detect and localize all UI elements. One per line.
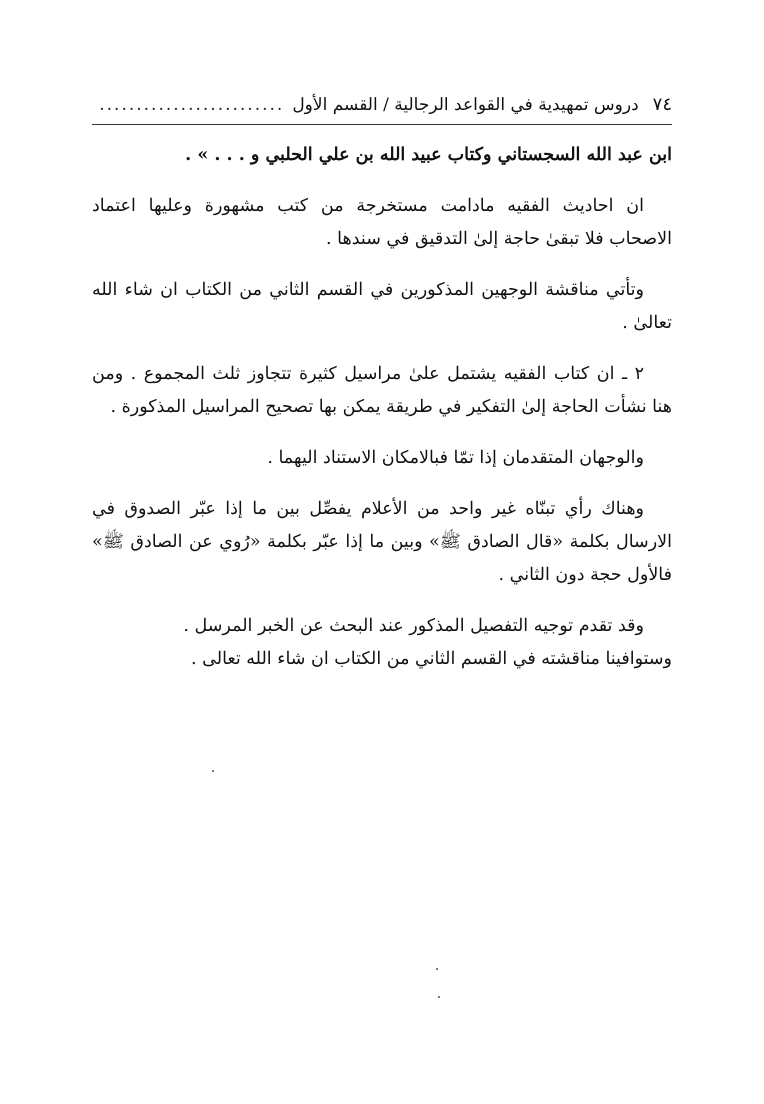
paragraph-2: ان احاديث الفقيه مادامت مستخرجة من كتب مشهورة وعليها اعتماد الاصحاب فلا تبقىٰ حاجة إلىٰ التدقيق في سندها . (92, 196, 672, 249)
paragraph-8: وستوافينا مناقشته في القسم الثاني من الكتاب ان شاء الله تعالى . (191, 649, 672, 669)
paragraph-6: وهناك رأي تبنّاه غير واحد من الأعلام يفصِّل بين ما إذا عبّر الصدوق في الارسال بكلمة «قال الصادق ﷺ» وبين ما إذا عبّر بكلمة «رُوي عن الصادق ﷺ» فالأول حجة دون الثاني . (92, 499, 672, 585)
page-number: ٧٤ (652, 94, 672, 115)
paragraph-5: والوجهان المتقدمان إذا تمّا فبالامكان الاستناد اليهما . (267, 448, 644, 468)
leader-dots (100, 90, 284, 120)
paragraph-3: وتأتي مناقشة الوجهين المذكورين في القسم الثاني من الكتاب ان شاء الله تعالىٰ . (92, 280, 672, 333)
scan-speck (438, 996, 440, 998)
document-page (92, 90, 672, 694)
running-header (92, 90, 672, 125)
paragraph-4: ٢ ـ ان كتاب الفقيه يشتمل علىٰ مراسيل كثيرة تتجاوز ثلث المجموع . ومن هنا نشأت الحاجة إلىٰ التفكير في طريقة يمكن بها تصحيح المراسيل المذكورة . (92, 364, 672, 417)
scan-speck (436, 968, 438, 970)
paragraph-7: وقد تقدم توجيه التفصيل المذكور عند البحث عن الخبر المرسل . (183, 616, 644, 636)
scan-speck (212, 770, 214, 772)
paragraph-1: ابن عبد الله السجستاني وكتاب عبيد الله بن علي الحلبي و . . . » . (185, 145, 672, 165)
running-title: دروس تمهيدية في القواعد الرجالية / القسم الأول (292, 95, 639, 115)
